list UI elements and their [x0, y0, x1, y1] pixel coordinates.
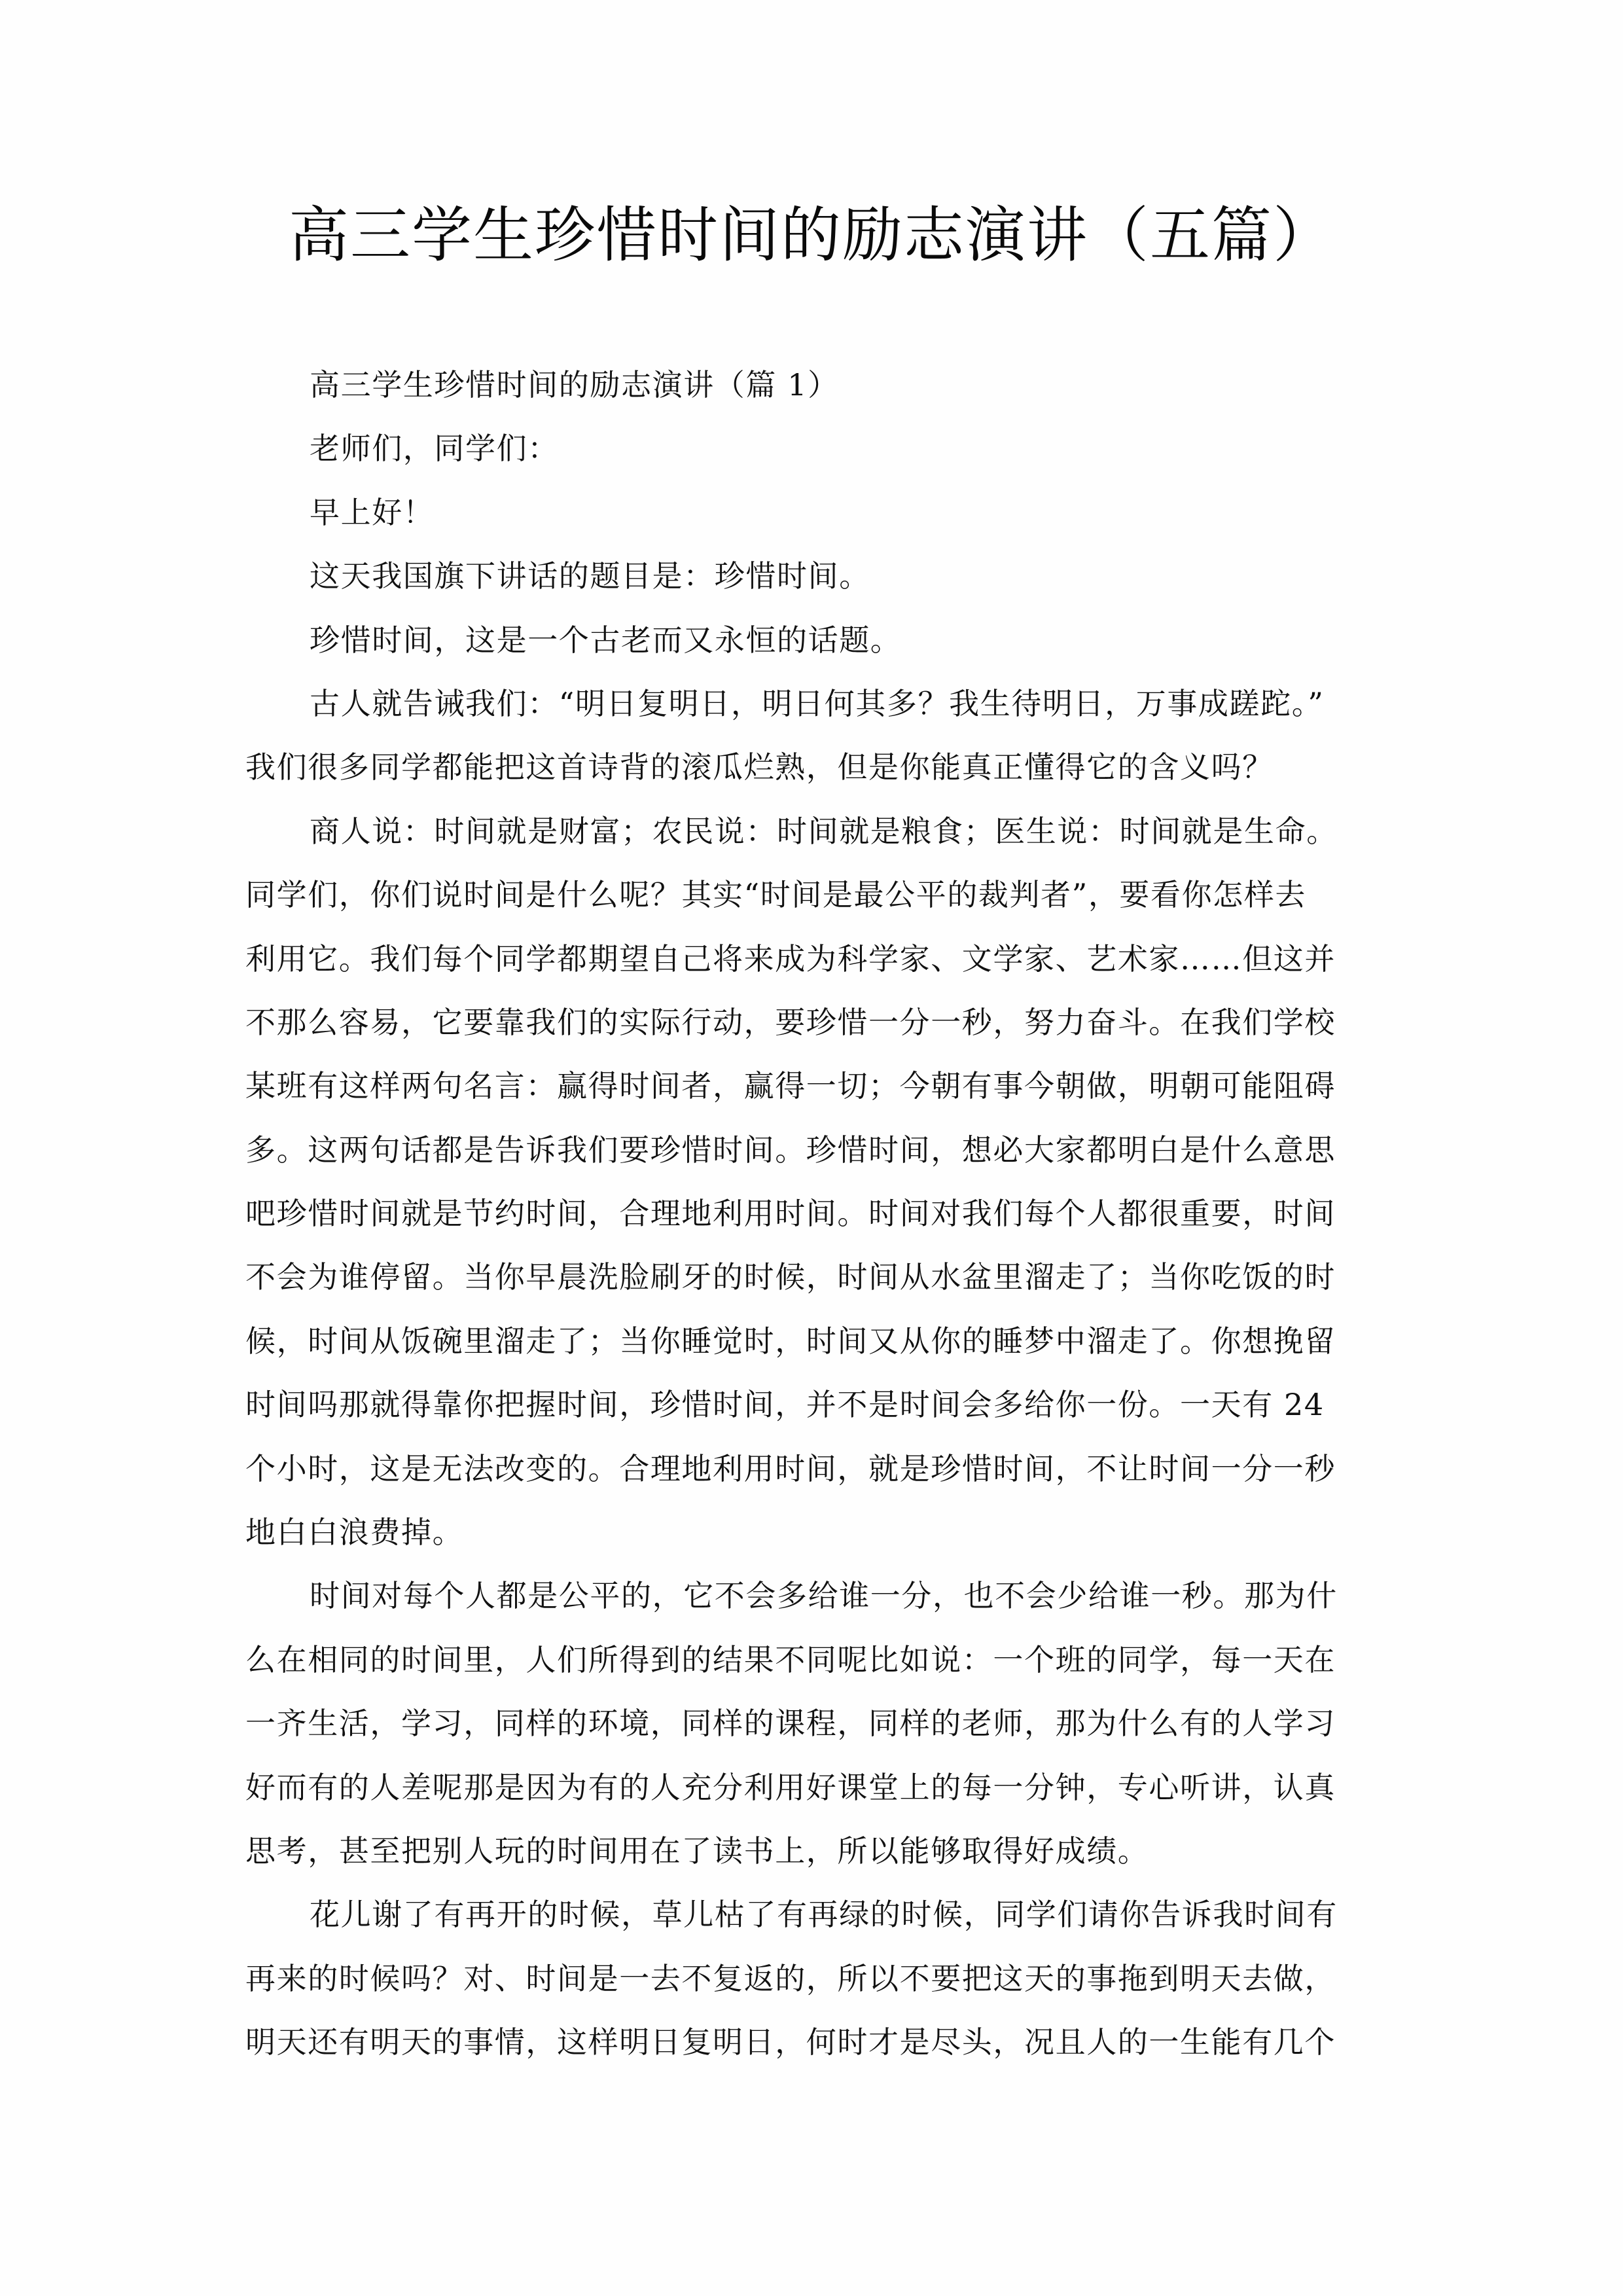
text-line: 再来的时候吗？对、时间是一去不复返的，所以不要把这天的事拖到明天去做， [245, 1960, 1336, 1996]
text-line: 高三学生珍惜时间的励志演讲（篇 1） [310, 367, 839, 403]
text-line: 一齐生活，学习，同样的环境，同样的课程，同样的老师，那为什么有的人学习 [245, 1706, 1336, 1742]
text-line: 商人说：时间就是财富；农民说：时间就是粮食；医生说：时间就是生命。 [310, 813, 1338, 849]
text-line: 么在相同的时间里，人们所得到的结果不同呢比如说：一个班的同学，每一天在 [245, 1641, 1336, 1677]
text-line: 候，时间从饭碗里溜走了；当你睡觉时，时间又从你的睡梦中溜走了。你想挽留 [245, 1323, 1336, 1359]
text-line: 时间对每个人都是公平的，它不会多给谁一分，也不会少给谁一秒。那为什 [310, 1578, 1338, 1614]
document-title: 高三学生珍惜时间的励志演讲（五篇） [288, 200, 1334, 270]
text-line: 这天我国旗下讲话的题目是：珍惜时间。 [310, 558, 870, 594]
text-line: 明天还有明天的事情，这样明日复明日，何时才是尽头，况且人的一生能有几个 [245, 2024, 1336, 2060]
text-line: 不会为谁停留。当你早晨洗脸刷牙的时候，时间从水盆里溜走了；当你吃饭的时 [245, 1259, 1336, 1295]
text-line: 老师们，同学们： [310, 431, 559, 467]
text-line: 我们很多同学都能把这首诗背的滚瓜烂熟，但是你能真正懂得它的含义吗？ [245, 749, 1274, 785]
document-body [245, 353, 1378, 2075]
text-line: 古人就告诫我们：“明日复明日，明日何其多？我生待明日，万事成蹉跎。” [310, 685, 1325, 721]
text-line: 时间吗那就得靠你把握时间，珍惜时间，并不是时间会多给你一份。一天有 24 [245, 1387, 1325, 1423]
text-line: 早上好！ [310, 494, 435, 530]
text-line: 不那么容易，它要靠我们的实际行动，要珍惜一分一秒，努力奋斗。在我们学校 [245, 1004, 1336, 1040]
text-line: 某班有这样两句名言：赢得时间者，赢得一切；今朝有事今朝做，明朝可能阻碍 [245, 1068, 1336, 1104]
text-line: 思考，甚至把别人玩的时间用在了读书上，所以能够取得好成绩。 [245, 1833, 1149, 1869]
text-line: 个小时，这是无法改变的。合理地利用时间，就是珍惜时间，不让时间一分一秒 [245, 1450, 1336, 1486]
text-line: 好而有的人差呢那是因为有的人充分利用好课堂上的每一分钟，专心听讲，认真 [245, 1769, 1336, 1805]
text-line: 吧珍惜时间就是节约时间，合理地利用时间。时间对我们每个人都很重要，时间 [245, 1196, 1336, 1232]
text-line: 珍惜时间，这是一个古老而又永恒的话题。 [310, 622, 902, 658]
text-line: 地白白浪费掉。 [245, 1515, 464, 1551]
text-line: 花儿谢了有再开的时候，草儿枯了有再绿的时候，同学们请你告诉我时间有 [310, 1897, 1338, 1933]
text-line: 利用它。我们每个同学都期望自己将来成为科学家、文学家、艺术家……但这并 [245, 941, 1336, 977]
text-line: 多。这两句话都是告诉我们要珍惜时间。珍惜时间，想必大家都明白是什么意思 [245, 1132, 1336, 1168]
text-line: 同学们，你们说时间是什么呢？其实“时间是最公平的裁判者”，要看你怎样去 [245, 877, 1307, 913]
